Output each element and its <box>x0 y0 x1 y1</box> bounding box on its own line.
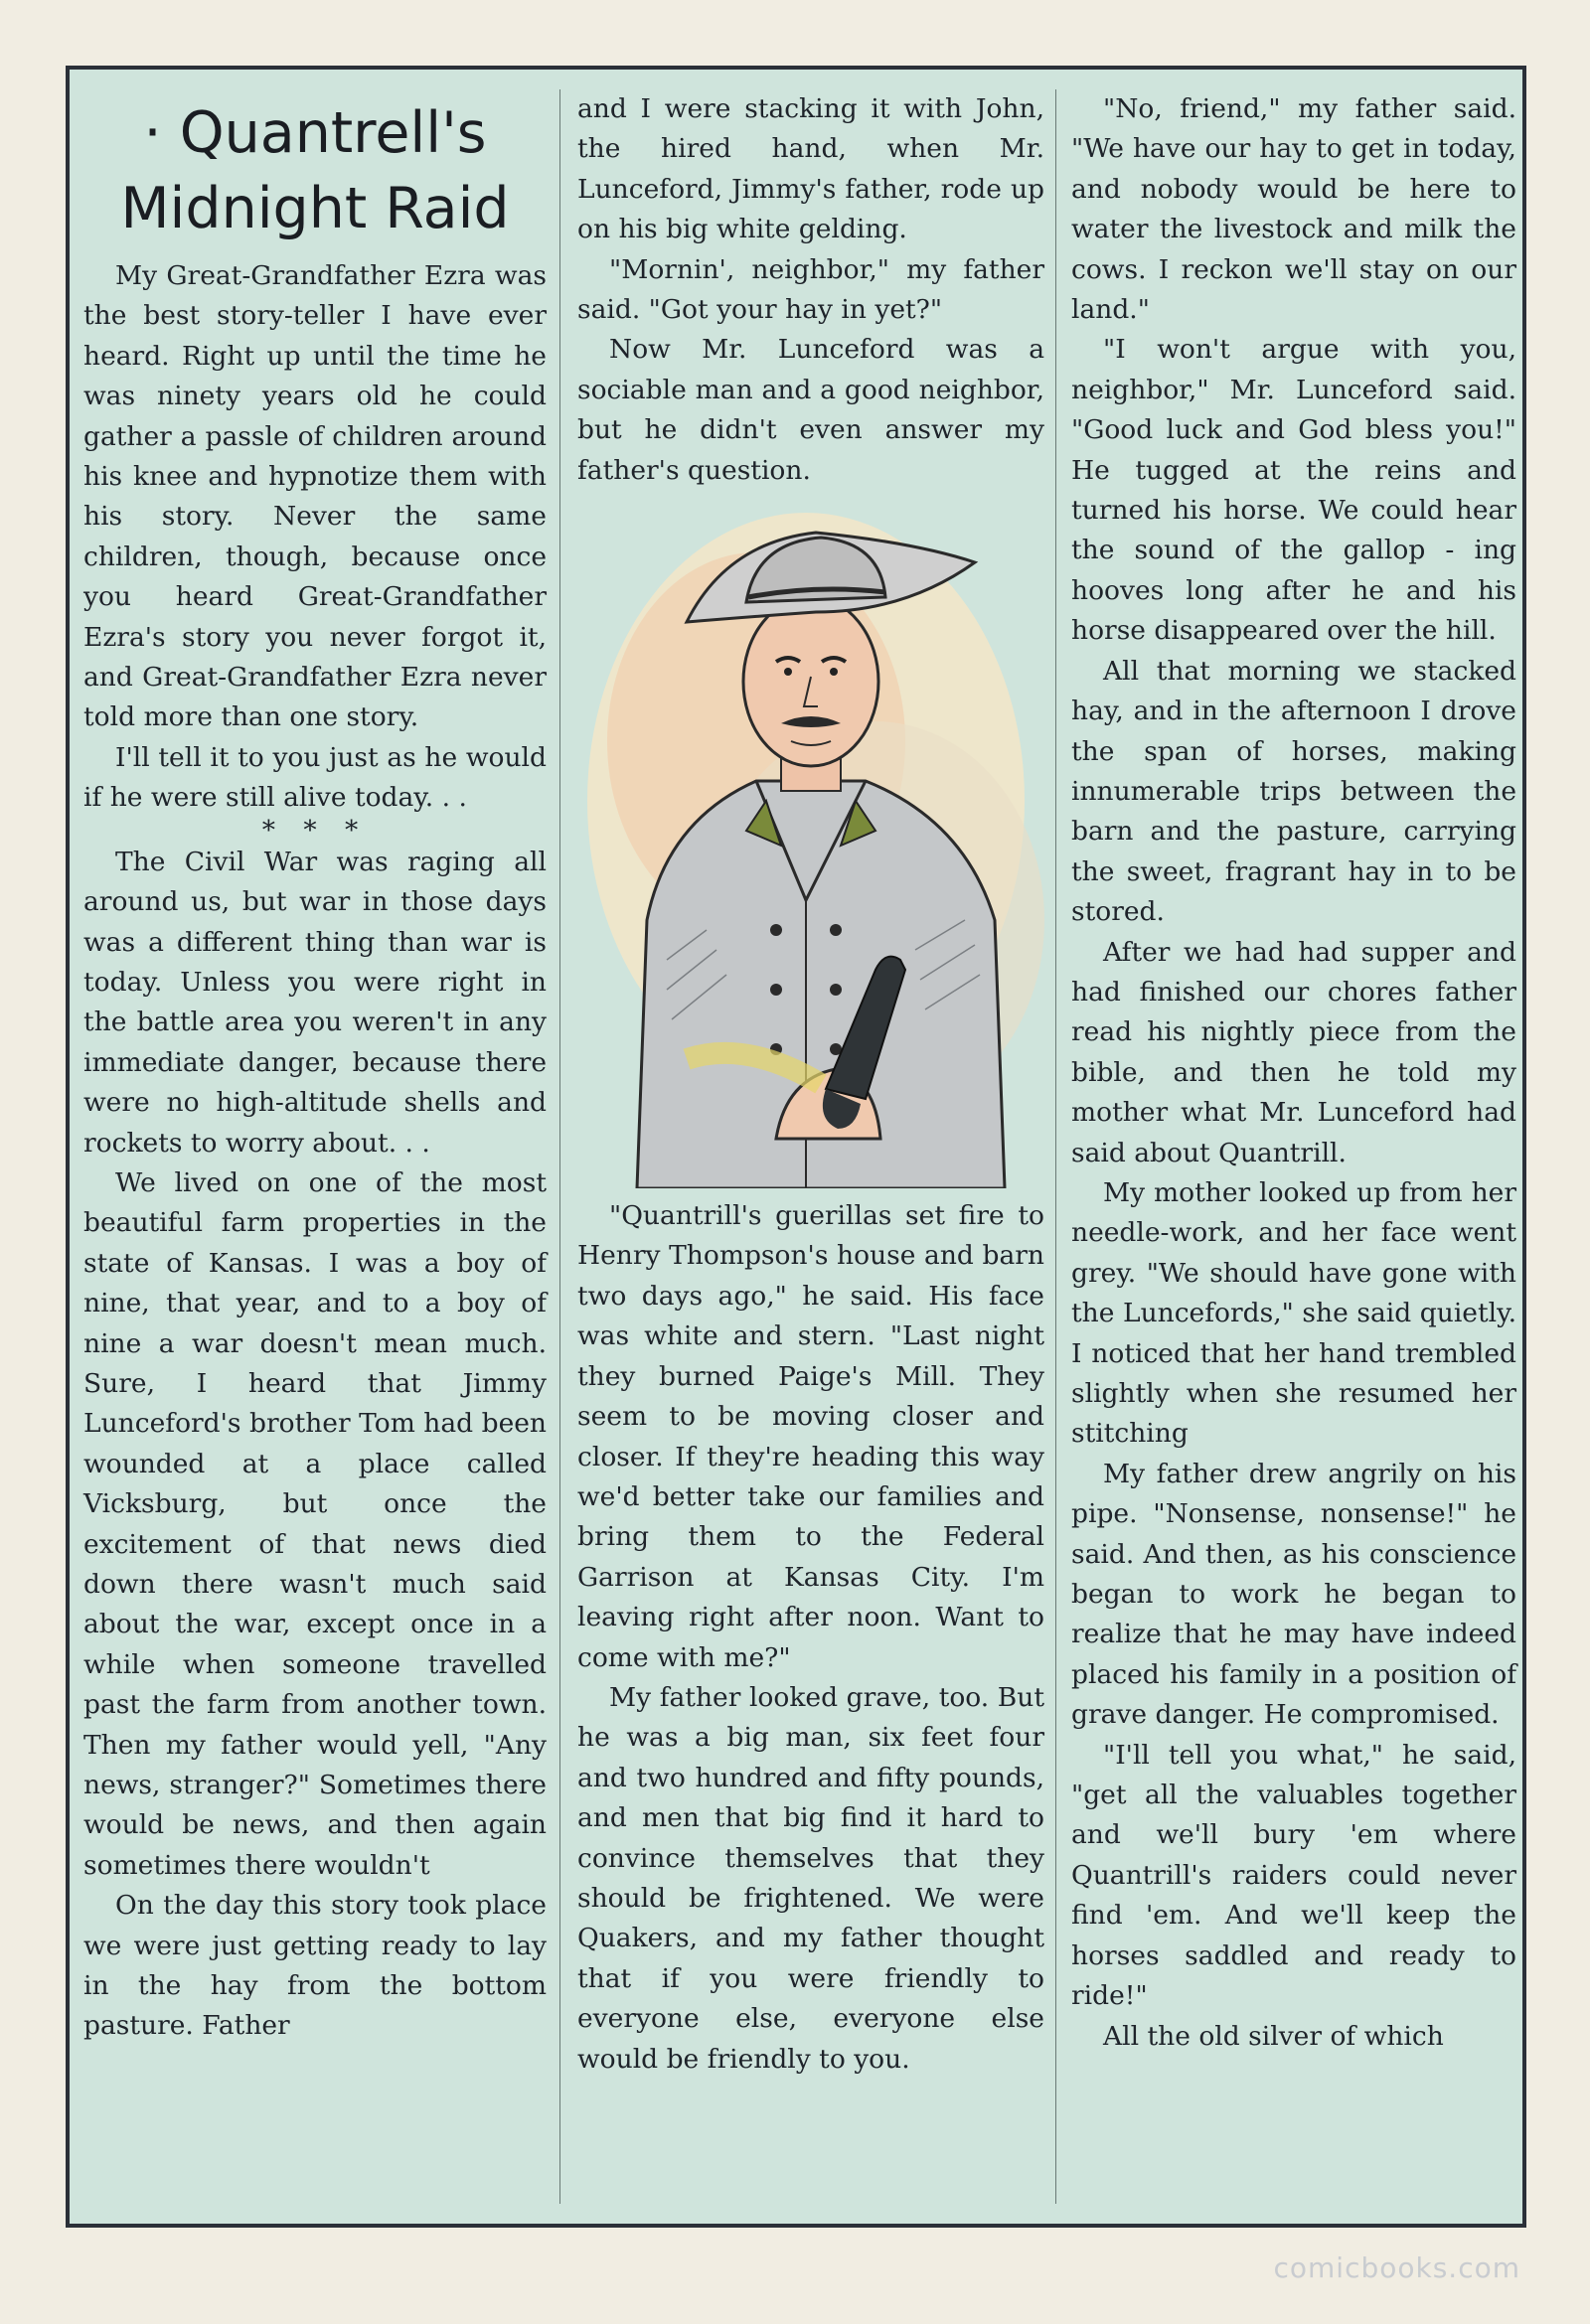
story-title <box>83 95 547 246</box>
column-1 <box>83 89 547 2204</box>
column-divider <box>1055 89 1056 2204</box>
paragraph: My father drew angrily on his pipe. "Nonsense, nonsense!" he said. And then, as his conscience began to work he began to realize that he may have indeed placed his family in a position of grave danger. He compromised. <box>1071 1458 1516 1731</box>
paragraph: Now Mr. Lunceford was a sociable man and a good neighbor, but he didn't even answer my father's question. <box>577 334 1044 486</box>
paragraph: My father looked grave, too. But he was a big man, six feet four and two hundred and fifty pounds, and men that big find it hard to convince themselves that they should be frightened. We were Quakers, and my father thought that if you were friendly to everyone else, everyone else would be friendly to you. <box>577 1681 1044 2075</box>
paragraph: After we had had supper and had finished our chores father read his nightly piece from the bible, and then he told my mother what Mr. Lunceford had said about Quantrill. <box>1071 936 1516 1168</box>
paragraph: All that morning we stacked hay, and in the afternoon I drove the span of horses, making innumerable trips between the barn and the pasture, carrying the sweet, fragrant hay in to be stored. <box>1071 655 1516 928</box>
paragraph: "Mornin', neighbor," my father said. "Got your hay in yet?" <box>577 253 1044 326</box>
paragraph: "No, friend," my father said. "We have our hay to get in today, and nobody would be here to water the livestock and milk the cows. I reckon we'll stay on our land." <box>1071 93 1516 326</box>
paragraph: and I were stacking it with John, the hired hand, when Mr. Lunceford, Jimmy's father, rode up on his big white gelding. <box>577 93 1044 245</box>
paragraph: "Quantrill's guerillas set fire to Henry Thompson's house and barn two days ago," he said. His face was white and stern. "Last night they burned Paige's Mill. They seem to be moving closer and closer. If they're heading this way we'd better take our families and bring them to the Federal Garrison at Kansas City. I'm leaving right after noon. Want to come with me?" <box>577 1200 1044 1673</box>
quantrill-illustration <box>577 503 1044 1188</box>
title-line-2: Midnight Raid <box>120 176 510 241</box>
column-3 <box>1071 89 1516 2204</box>
paragraph: "I'll tell you what," he said, "get all the valuables together and we'll bury 'em where Quantrill's raiders could never find 'em. And we'll keep the horses saddled and ready to ride!" <box>1071 1739 1516 2012</box>
paragraph: My mother looked up from her needle-work, and her face went grey. "We should have gone with the Luncefords," she said quietly. I noticed that her hand trembled slightly when she resumed her stitching <box>1071 1176 1516 1450</box>
paragraph: I'll tell it to you just as he would if he were still alive today. . . <box>83 741 547 814</box>
title-line-1: · Quantrell's <box>143 100 487 166</box>
paragraph: "I won't argue with you, neighbor," Mr. Lunceford said. "Good luck and God bless you!" He tugged at the reins and turned his horse. We could hear the sound of the gallop - ing hooves long after he and his horse disappeared over the hill. <box>1071 334 1516 647</box>
paragraph: The Civil War was raging all around us, but war in those days was a different thing than war is today. Unless you were right in the battle area you weren't in any immediate danger, because there were no high-altitude shells and rockets to worry about. . . <box>83 846 547 1159</box>
section-break: * * * <box>261 814 369 846</box>
story-page-frame <box>66 66 1526 2228</box>
column-2 <box>577 89 1044 2204</box>
watermark: comicbooks.com <box>1273 2251 1520 2284</box>
paragraph: My Great-Grandfather Ezra was the best story-teller I have ever heard. Right up until the time he was ninety years old he could gather a passle of children around his knee and hypnotize them with his story. Never the same children, though, because once you heard Great-Grandfather Ezra's story you never forgot it, and Great-Grandfather Ezra never told more than one story. <box>83 260 547 733</box>
paragraph: We lived on one of the most beautiful farm properties in the state of Kansas. I was a boy of nine, that year, and to a boy of nine a war doesn't mean much. Sure, I heard that Jimmy Lunceford's brother Tom had been wounded at a place called Vicksburg, but once the excitement of that news died down there wasn't much said about the war, except once in a while when someone travelled past the farm from another town. Then my father would yell, "Any news, stranger?" Sometimes there would be news, and then again sometimes there wouldn't <box>83 1166 547 1881</box>
column-divider <box>559 89 560 2204</box>
paragraph: On the day this story took place we were just getting ready to lay in the hay from the bottom pasture. Father <box>83 1890 547 2042</box>
paragraph: All the old silver of which <box>1103 2020 1444 2052</box>
